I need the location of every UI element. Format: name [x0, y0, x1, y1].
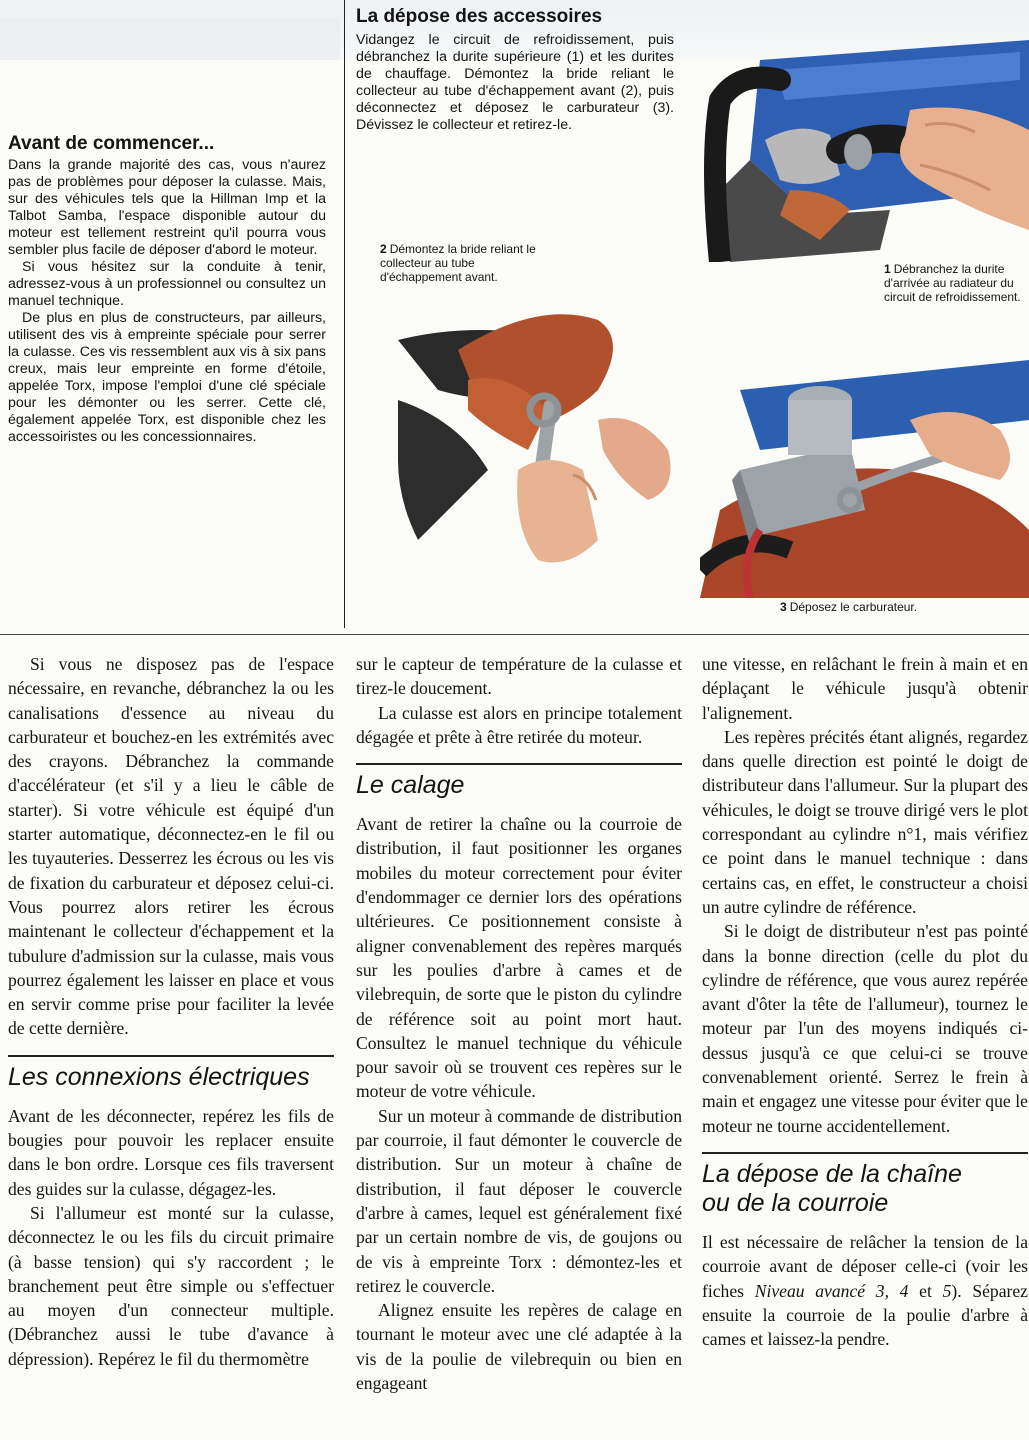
caption-3-number: 3: [780, 600, 787, 614]
col1-heading: Les connexions électriques: [8, 1055, 334, 1094]
col1-paragraph-3: Si l'allumeur est monté sur la culasse, déconnectez le ou les fils du circuit primaire (à basse tension) qui s'y raccordent ; le branchement peut être simple ou s'effectuer au moyen d'un connecteur multiple. (Débranchez aussi le tube d'avance à dépression). Repérez le fil du thermomètre: [8, 1202, 334, 1369]
col3-paragraph-4: [702, 1230, 1028, 1351]
column-divider: [344, 0, 345, 628]
col2-heading: Le calage: [356, 763, 682, 802]
column-1: [8, 652, 334, 1371]
caption-3: [780, 600, 980, 614]
caption-2-text: Démontez la bride reliant le collecteur au tube d'échappement avant.: [380, 242, 536, 284]
col3-paragraph-1: une vitesse, en relâchant le frein à main et en déplaçant le véhicule jusqu'à obtenir l'alignement.: [702, 654, 1028, 723]
caption-1-text: Débranchez la durite d'arrivée au radiateur du circuit de refroidissement.: [884, 262, 1021, 304]
col2-paragraph-1: sur le capteur de température de la culasse et tirez-le doucement.: [356, 654, 682, 699]
illustration-exhaust: [398, 300, 694, 590]
col2-paragraph-4: Sur un moteur à commande de distribution par courroie, il faut démonter le couvercle de distribution. Sur un moteur à chaîne de distribution, il faut déposer le couvercle d'arbre à cames, lequel est généralement fixé par un certain nombre de vis, de goujons ou de vis à empreinte Torx : démontez-les et retirez le couvercle.: [356, 1105, 682, 1296]
avant-paragraph-2: Si vous hésitez sur la conduite à tenir, adressez-vous à un professionnel ou consultez un manuel technique.: [8, 259, 326, 309]
caption-2-number: 2: [380, 242, 387, 256]
caption-1-number: 1: [884, 262, 891, 276]
col3-p4-emphasis-2: 5: [942, 1280, 952, 1301]
col3-paragraph-2: Les repères précités étant alignés, regardez dans quelle direction est pointé le doigt de distributeur dans l'allumeur. Sur la plupart des véhicules, le doigt se trouve dirigé vers le plot correspondant au cylindre n°1, mais vérifiez ce point dans le manuel technique : dans certains cas, en effet, le constructeur a choisi un autre cylindre de référence.: [702, 726, 1028, 917]
caption-3-text: Déposez le carburateur.: [789, 600, 918, 614]
column-3: [702, 652, 1028, 1351]
col3-heading: [702, 1152, 1028, 1220]
illustration-hose: [690, 40, 1029, 262]
col3-p4-emphasis: Niveau avancé 3, 4: [754, 1280, 909, 1301]
illustration-carburettor: [700, 360, 1029, 598]
col2-paragraph-3: Avant de retirer la chaîne ou la courroie de distribution, il faut positionner les organes mobiles du moteur correctement pour éviter d'endommager ce dernier lors des opérations ultérieures. Ce positionnement consiste à aligner convenablement des repères marqués sur les poulies d'arbre à cames et de vilebrequin, de sorte que le piston du cylindre de référence soit au point mort haut. Consultez le manuel technique du véhicule pour savoir où se trouvent ces repères sur le moteur de votre véhicule.: [356, 814, 682, 1102]
avant-paragraph-1: Dans la grande majorité des cas, vous n'aurez pas de problèmes pour déposer la culasse. Mais, sur des véhicules tels que la Hillman Imp et la Talbot Samba, l'espace disponible autour du moteur est tellement restreint qu'il pourra vous sembler plus facile de déposer d'abord le moteur.: [8, 157, 326, 258]
faint-header-bar: [0, 18, 340, 60]
col1-paragraph-1: Si vous ne disposez pas de l'espace nécessaire, en revanche, débranchez la ou les canalisations d'essence au niveau du carburateur et bouchez-en les extrémités avec des crayons. Débranchez la commande d'accélérateur (et s'il y a lieu le câble de starter). Si votre véhicule est équipé d'un starter automatique, déconnectez-en le fil ou les tuyauteries. Desserrez les écrous ou les vis de fixation du carburateur et déposez celui-ci. Vous pourrez alors retirer les écrous maintenant le collecteur d'échappement et la tubulure d'admission sur la culasse, mais vous pourrez également les laisser en place et vous en servir comme prise pour faciliter la levée de cette dernière.: [8, 654, 334, 1039]
col3-p4-part-b: et: [908, 1280, 943, 1301]
col3-heading-line-2: ou de la courroie: [702, 1188, 889, 1217]
column-2: [356, 652, 682, 1395]
avant-heading: Avant de commencer...: [8, 133, 215, 154]
col3-p4-part-c: ). Séparez ensuite la courroie de la poulie d'arbre à cames et laissez-la pendre.: [702, 1280, 1028, 1350]
col3-heading-line-1: La dépose de la chaîne: [702, 1159, 962, 1188]
col1-paragraph-2: Avant de les déconnecter, repérez les fils de bougies pour pouvoir les replacer ensuite dans le bon ordre. Lorsque ces fils traversent des guides sur la culasse, dégagez-les.: [8, 1105, 334, 1199]
caption-1: [884, 262, 1024, 304]
col3-p4-part-a: Il est nécessaire de relâcher la tension de la courroie avant de déposer celle-ci (voir les fiches: [702, 1231, 1028, 1301]
section-divider: [0, 634, 1029, 635]
depose-text: Vidangez le circuit de refroidissement, puis débranchez la durite supérieure (1) et les durites de chauffage. Démontez la bride reliant le collecteur au tube d'échappement avant (2), puis déconnectez et déposez le carburateur (3). Dévissez le collecteur et retirez-le.: [356, 32, 674, 133]
col2-paragraph-2: La culasse est alors en principe totalement dégagée et prête à être retirée du moteur.: [356, 702, 682, 747]
col3-paragraph-3: Si le doigt de distributeur n'est pas pointé dans la bonne direction (celle du plot du cylindre de référence, que vous aurez repérée avant d'ôter la tête de l'allumeur), tournez le moteur par l'un des moyens indiqués ci-dessus jusqu'à ce que celui-ci se trouve convenablement orienté. Serrez le frein à main et engagez une vitesse pour éviter que le moteur ne tourne accidentellement.: [702, 921, 1028, 1136]
col2-paragraph-5: Alignez ensuite les repères de calage en tournant le moteur avec une clé adaptée à la vis de la poulie de vilebrequin ou bien en engageant: [356, 1300, 682, 1394]
caption-2: [380, 242, 540, 284]
avant-box: [8, 157, 326, 446]
depose-heading: La dépose des accessoires: [356, 6, 603, 27]
avant-paragraph-3: De plus en plus de constructeurs, par ailleurs, utilisent des vis à empreinte spéciale pour serrer la culasse. Ces vis ressemblent aux vis à six pans creux, mais leur empreinte en forme d'étoile, appelée Torx, impose l'emploi d'une clé spéciale pour les démonter ou les serrer. Cette clé, également appelée Torx, est disponible chez les accessoiristes ou les concessionnaires.: [8, 310, 326, 445]
